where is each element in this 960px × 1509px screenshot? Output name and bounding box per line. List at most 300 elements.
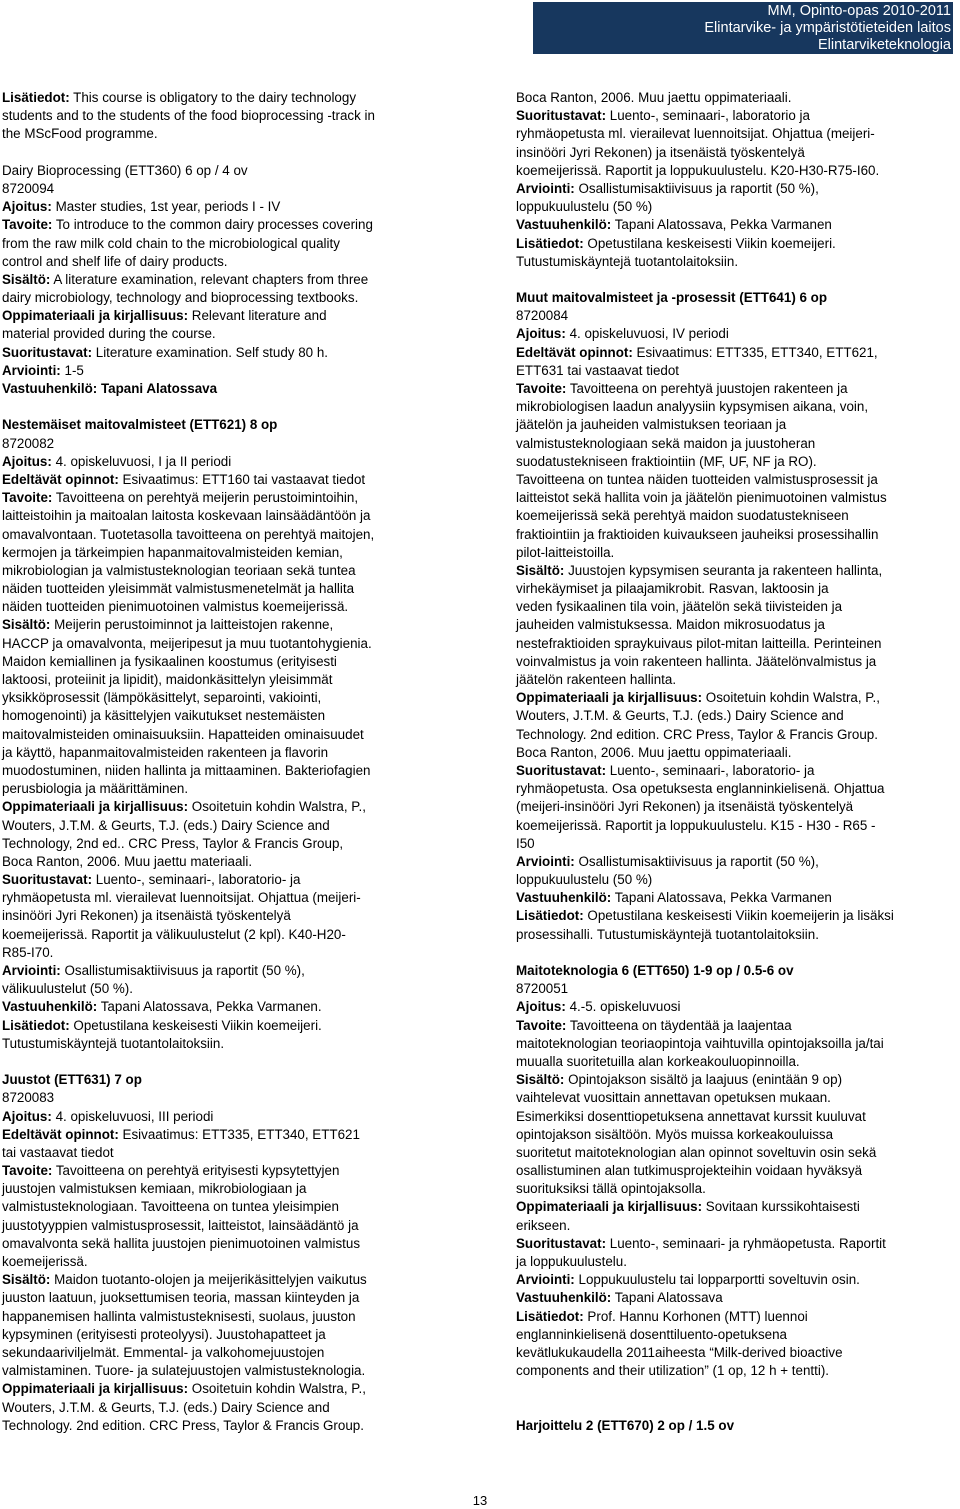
field-label: Ajoitus: xyxy=(516,326,566,342)
line-text: ryhmäopetusta ml. vierailevat luennoitsijat. Ohjattua (meijeri- xyxy=(2,890,361,906)
line-text: happanemisen hallinta valmistusteknisesti, suolaus, juuston xyxy=(2,1308,356,1324)
field-label: Oppimateriaali ja kirjallisuus: xyxy=(516,690,703,706)
text-line xyxy=(2,271,449,289)
field-label: Vastuuhenkilö: xyxy=(516,890,612,906)
field-label: Ajoitus: xyxy=(2,1108,52,1124)
text-line xyxy=(516,1326,956,1344)
field-label: Lisätiedot: xyxy=(516,908,584,924)
field-label: Edeltävät opinnot: xyxy=(2,1126,119,1142)
text-line xyxy=(516,144,956,162)
line-text: perusbiologia ja määrittäminen. xyxy=(2,781,189,797)
text-line xyxy=(2,726,449,744)
text-line xyxy=(516,635,956,653)
text-line xyxy=(516,780,956,798)
text-line xyxy=(516,817,956,835)
line-text: 4. opiskeluvuosi, I ja II periodi xyxy=(51,453,232,469)
text-line xyxy=(2,1253,449,1271)
text-line xyxy=(2,889,449,907)
line-text: maitovalmisteiden ominaisuuksiin. Hapatteiden ominaisuudet xyxy=(2,726,364,742)
text-line xyxy=(2,235,449,253)
line-text: 4.-5. opiskeluvuosi xyxy=(565,999,681,1015)
text-line xyxy=(516,380,956,398)
field-label: Arviointi: xyxy=(2,963,61,978)
text-line xyxy=(2,1380,449,1398)
line-text: Luento-, seminaari- ja ryhmäopetusta. Raportit xyxy=(606,1235,886,1251)
field-label: Suoritustavat: xyxy=(516,1235,607,1251)
text-line xyxy=(2,125,449,143)
text-line xyxy=(516,726,956,744)
text-line xyxy=(516,798,956,816)
line-text: Wouters, J.T.M. & Geurts, T.J. (eds.) Dairy Science and xyxy=(2,817,330,833)
text-line xyxy=(516,1126,956,1144)
text-line xyxy=(516,1198,956,1216)
line-text: valmistusteknologiaan. Tavoitteena on tuntea yleisimpien xyxy=(2,1199,339,1215)
field-label: Edeltävät opinnot: xyxy=(516,344,633,360)
text-line xyxy=(516,580,956,598)
line-text: koemeijerissä sekä perehtyä maidon suodatustekniseen xyxy=(516,508,849,524)
line-text: Loppukuulustelu tai lopparportti soveltuvin osin. xyxy=(574,1272,860,1288)
line-text: Relevant literature and xyxy=(188,308,327,324)
text-line xyxy=(516,1089,956,1107)
text-line xyxy=(516,362,956,380)
text-line xyxy=(2,871,449,889)
line-text: Sovitaan kurssikohtaisesti xyxy=(702,1199,860,1215)
line-text: Luento-, seminaari-, laboratorio- ja xyxy=(92,872,301,888)
text-line xyxy=(2,89,449,107)
text-line xyxy=(2,707,449,725)
line-text: ETT631 tai vastaavat tiedot xyxy=(516,362,680,378)
line-text: Master studies, 1st year, periods I - IV xyxy=(51,199,281,215)
field-label: Lisätiedot: xyxy=(516,235,584,251)
field-label: Ajoitus: xyxy=(2,453,52,469)
field-label: Oppimateriaali ja kirjallisuus: xyxy=(2,308,189,324)
line-text: dairy microbiology, technology and bioprocessing textbooks. xyxy=(2,290,359,306)
text-line xyxy=(516,889,956,907)
text-line xyxy=(2,198,449,216)
field-label: Maitoteknologia 6 (ETT650) 1-9 op / 0.5-6 ov xyxy=(516,963,794,978)
line-text: Luento-, seminaari-, laboratorio- ja xyxy=(606,762,815,778)
text-line xyxy=(516,344,956,362)
line-text: kypsyminen (erityisesti proteolyysi). Juustohapatteet ja xyxy=(2,1326,326,1342)
line-text: ryhmäopetusta ml. vierailevat luennoitsijat. Ohjattua (meijeri- xyxy=(516,126,875,142)
line-text: Technology. 2nd edition. CRC Press, Taylor & Francis Group. xyxy=(2,1417,364,1433)
page-number: 13 xyxy=(472,1493,488,1508)
line-text: prosessihalli. Tutustumiskäyntejä tuotantolaitoksiin. xyxy=(516,926,819,942)
line-text: opintojakson sisältöön. Myös muissa korkeakouluissa xyxy=(516,1126,834,1142)
text-line xyxy=(2,635,449,653)
line-text: Juustojen kypsymisen seuranta ja rakenteen hallinta, xyxy=(564,562,883,578)
field-label: Suoritustavat: xyxy=(2,872,93,888)
line-text: suorituksiksi tällä opintojaksolla. xyxy=(516,1181,706,1197)
text-line xyxy=(2,1217,449,1235)
text-line xyxy=(516,835,956,853)
paragraph-spacer xyxy=(516,944,956,962)
text-line xyxy=(516,125,956,143)
field-label: Suoritustavat: xyxy=(516,108,607,124)
line-text: 1-5 xyxy=(60,362,84,378)
text-line xyxy=(2,1271,449,1289)
line-text: insinööri Jyri Rekonen) ja itsenäistä työskentelyä xyxy=(516,144,805,160)
field-label: Suoritustavat: xyxy=(516,762,607,778)
text-line xyxy=(516,853,956,871)
text-line xyxy=(2,562,449,580)
line-text: Wouters, J.T.M. & Geurts, T.J. (eds.) Dairy Science and xyxy=(2,1399,330,1415)
text-line xyxy=(2,1017,449,1035)
line-text: yksikköprosessit (lämpökäsittelyt, separointi, vakiointi, xyxy=(2,690,322,706)
line-text: valmistaminen. Tuore- ja sulatejuustojen valmistusteknologia. xyxy=(2,1363,366,1379)
field-label: Edeltävät opinnot: xyxy=(2,471,119,487)
text-line xyxy=(2,780,449,798)
line-text: Tavoitteena on perehtyä juustojen rakenteen ja xyxy=(566,381,848,396)
text-line xyxy=(516,1362,956,1380)
line-text: 8720083 xyxy=(2,1090,55,1106)
line-text: ryhmäopetusta. Osa opetuksesta englanninkielisenä. Ohjattua xyxy=(516,781,885,797)
field-label: Arviointi: xyxy=(516,1272,575,1288)
text-line xyxy=(2,1108,449,1126)
text-line xyxy=(516,1144,956,1162)
text-line xyxy=(2,107,449,125)
field-label: Ajoitus: xyxy=(516,999,566,1015)
line-text: 8720094 xyxy=(2,180,55,196)
field-label: Sisältö: xyxy=(2,1272,51,1288)
line-text: Maidon tuotanto-olojen ja meijerikäsittelyjen vaikutus xyxy=(50,1272,367,1288)
text-line xyxy=(516,1308,956,1326)
document-header xyxy=(533,2,953,54)
text-line xyxy=(2,853,449,871)
text-line xyxy=(516,707,956,725)
line-text: suoritetut maitoteknologian alan opinnot soveltuvin osin sekä xyxy=(516,1144,877,1160)
line-text: Boca Ranton, 2006. Muu jaettu oppimateriaali. xyxy=(516,90,792,105)
text-line xyxy=(516,1053,956,1071)
right-column xyxy=(516,89,956,1435)
text-line xyxy=(516,180,956,198)
line-text: Luento-, seminaari-, laboratorio ja xyxy=(606,108,810,124)
line-text: Maidon kemiallinen ja fysikaalinen koostumus (erityisesti xyxy=(2,653,337,669)
line-text: loppukuulustelu (50 %) xyxy=(516,872,653,888)
header-line-department: Elintarvike- ja ympäristötieteiden laitos xyxy=(704,20,951,36)
field-label: Nestemäiset maitovalmisteet (ETT621) 8 op xyxy=(2,417,278,433)
text-line xyxy=(2,253,449,271)
text-line xyxy=(2,671,449,689)
line-text: Osoitetuin kohdin Walstra, P., xyxy=(188,799,366,815)
line-text: To introduce to the common dairy processes covering xyxy=(52,217,373,233)
text-line xyxy=(2,1399,449,1417)
line-text: Prof. Hannu Korhonen (MTT) luennoi xyxy=(583,1308,808,1324)
text-line xyxy=(516,198,956,216)
field-label: Tavoite: xyxy=(2,1163,53,1179)
line-text: Tutustumiskäyntejä tuotantolaitoksiin. xyxy=(2,1035,225,1051)
text-line xyxy=(516,1180,956,1198)
line-text: laitteistoihin ja maitoalan laitosta koskevaan lainsäädäntöön ja xyxy=(2,508,371,524)
line-text: muodostuminen, niiden hallinta ja mittaaminen. Bakteriofagien xyxy=(2,762,371,778)
line-text: voinvalmistus ja voin rakenteen hallinta. Jäätelönvalmistus ja xyxy=(516,653,877,669)
text-line xyxy=(2,435,449,453)
text-line xyxy=(2,580,449,598)
field-label: Muut maitovalmisteet ja -prosessit (ETT641) 6 op xyxy=(516,290,828,306)
line-text: Osallistumisaktiivisuus ja raportit (50 %), xyxy=(574,853,819,869)
line-text: erikseen. xyxy=(516,1217,571,1233)
line-text: Technology, 2nd ed.. CRC Press, Taylor & Francis Group, xyxy=(2,835,344,851)
line-text: Tapani Alatossava, Pekka Varmanen. xyxy=(97,999,322,1015)
line-text: Tapani Alatossava, Pekka Varmanen xyxy=(611,890,832,906)
text-line xyxy=(2,944,449,962)
text-line xyxy=(2,653,449,671)
line-text: Dairy Bioprocessing (ETT360) 6 op / 4 ov xyxy=(2,162,248,178)
text-line xyxy=(516,416,956,434)
line-text: HACCP ja omavalvonta, meijeripesut ja muu tuotantohygienia. xyxy=(2,635,372,651)
text-line xyxy=(516,1417,956,1435)
line-text: omavalvonta sekä hallita juustojen pienimuotoinen valmistus xyxy=(2,1235,361,1251)
line-text: R85-I70. xyxy=(2,944,54,960)
text-line xyxy=(2,1071,449,1089)
field-label: Suoritustavat: xyxy=(2,344,93,360)
line-text: material provided during the course. xyxy=(2,326,216,342)
field-label: Sisältö: xyxy=(516,1072,565,1088)
text-line xyxy=(516,471,956,489)
text-line xyxy=(2,744,449,762)
line-text: Esivaatimus: ETT335, ETT340, ETT621, xyxy=(632,344,878,360)
line-text: 4. opiskeluvuosi, IV periodi xyxy=(565,326,729,342)
line-text: Osallistumisaktiivisuus ja raportit (50 %), xyxy=(60,963,305,978)
line-text: jauheiden valmistuksessa. Maidon mikrosuodatus ja xyxy=(516,617,825,633)
line-text: Tavoitteena on perehtyä meijerin perustoimintoihin, xyxy=(52,490,359,506)
text-line xyxy=(2,362,449,380)
line-text: sekundaariviljelmät. Emmental- ja valkohomejuustojen xyxy=(2,1344,325,1360)
header-line-guide: MM, Opinto-opas 2010-2011 xyxy=(767,3,951,19)
text-line xyxy=(2,762,449,780)
line-text: näiden tuotteiden pienimuotoinen valmistus koemeijerissä. xyxy=(2,599,349,615)
field-label: Tavoite: xyxy=(516,381,567,396)
line-text: components and their utilization” (1 op, 12 h + tentti). xyxy=(516,1363,829,1379)
text-line xyxy=(516,1108,956,1126)
text-line xyxy=(516,1344,956,1362)
field-label: Arviointi: xyxy=(516,180,575,196)
line-text: kermojen ja tärkeimpien hapanmaitovalmisteiden kemian, xyxy=(2,544,343,560)
text-line xyxy=(516,325,956,343)
text-line xyxy=(2,325,449,343)
line-text: Meijerin perustoiminnot ja laitteistojen rakenne, xyxy=(50,617,334,633)
line-text: koemeijerissä. xyxy=(2,1254,88,1269)
line-text: Opintojakson sisältö ja laajuus (enintään 9 op) xyxy=(564,1072,843,1088)
line-text: Esivaatimus: ETT335, ETT340, ETT621 xyxy=(118,1126,360,1142)
text-line xyxy=(2,1289,449,1307)
field-label: Vastuuhenkilö: Tapani Alatossava xyxy=(2,381,218,396)
field-label: Lisätiedot: xyxy=(2,1017,70,1033)
line-text: Opetustilana keskeisesti Viikin koemeijeri. xyxy=(583,235,836,251)
line-text: laitteistot sekä hallita voin ja jäätelön pienimuotoinen valmistus xyxy=(516,490,887,506)
text-line xyxy=(516,1071,956,1089)
text-line xyxy=(516,1271,956,1289)
text-line xyxy=(2,307,449,325)
text-line xyxy=(516,653,956,671)
text-line xyxy=(516,598,956,616)
field-label: Sisältö: xyxy=(2,271,51,287)
paragraph-spacer xyxy=(516,271,956,289)
text-line xyxy=(516,616,956,634)
line-text: Tavoitteena on perehtyä erityisesti kypsytettyjen xyxy=(52,1163,340,1179)
paragraph-spacer xyxy=(2,144,449,162)
text-line xyxy=(2,380,449,398)
text-line xyxy=(516,762,956,780)
text-line xyxy=(2,471,449,489)
line-text: laktoosi, proteiinit ja lipidit), maidonkäsittelyn yleisimmät xyxy=(2,672,333,687)
line-text: mikrobiologian ja valmistusteknologian teoriaan sekä tuntea xyxy=(2,562,356,578)
text-line xyxy=(2,289,449,307)
text-line xyxy=(2,1162,449,1180)
line-text: nestefraktioiden spraykuivaus pilot-mitan laitteilla. Perinteinen xyxy=(516,635,882,651)
text-line xyxy=(516,1217,956,1235)
line-text: koemeijerissä. Raportit ja loppukuulustelu. K20-H30-R75-I60. xyxy=(516,162,880,178)
text-line xyxy=(516,398,956,416)
text-line xyxy=(2,835,449,853)
paragraph-spacer xyxy=(2,1053,449,1071)
text-line xyxy=(516,107,956,125)
field-label: Vastuuhenkilö: xyxy=(2,999,98,1015)
text-line xyxy=(2,1035,449,1053)
field-label: Arviointi: xyxy=(516,853,575,869)
text-line xyxy=(2,526,449,544)
line-text: Wouters, J.T.M. & Geurts, T.J. (eds.) Dairy Science and xyxy=(516,708,844,724)
line-text: välikuulustelut (50 %). xyxy=(2,981,133,997)
text-line xyxy=(2,1089,449,1107)
line-text: Opetustilana keskeisesti Viikin koemeijeri. xyxy=(69,1017,322,1033)
line-text: maitoteknologian teoriaopintoja vaihtuvilla opintojaksoilla ja/tai xyxy=(516,1035,884,1051)
text-line xyxy=(2,598,449,616)
header-line-subject: Elintarviketeknologia xyxy=(818,37,951,53)
text-line xyxy=(2,980,449,998)
line-text: loppukuulustelu (50 %) xyxy=(516,199,653,215)
line-text: fraktiointiin ja fraktioiden kuivaukseen jauheiksi prosessihallin xyxy=(516,526,879,542)
line-text: 4. opiskeluvuosi, III periodi xyxy=(51,1108,214,1124)
text-line xyxy=(2,926,449,944)
text-line xyxy=(2,1308,449,1326)
field-label: Lisätiedot: xyxy=(516,1308,584,1324)
line-text: näiden tuotteiden yleisimmät valmistusmenetelmät ja hallita xyxy=(2,581,355,597)
line-text: mikrobiologisen laadun analyysiin kypsymisen aikana, voin, xyxy=(516,399,869,415)
text-line xyxy=(2,962,449,980)
text-line xyxy=(2,453,449,471)
field-label: Tavoite: xyxy=(516,1017,567,1033)
line-text: englanninkielisenä dosenttiluento-opetuksena xyxy=(516,1326,787,1342)
text-line xyxy=(2,489,449,507)
text-line xyxy=(516,544,956,562)
text-line xyxy=(516,689,956,707)
text-line xyxy=(516,907,956,925)
line-text: juustojen valmistuksen kemiaan, mikrobiologiaan ja xyxy=(2,1181,307,1197)
text-line xyxy=(516,526,956,544)
text-line xyxy=(2,998,449,1016)
line-text: Esimerkiksi dosenttiopetuksena annettavat kurssit kuuluvat xyxy=(516,1108,866,1124)
line-text: Boca Ranton, 2006. Muu jaettu materiaali. xyxy=(2,853,253,869)
text-line xyxy=(2,907,449,925)
text-line xyxy=(516,289,956,307)
text-line xyxy=(516,998,956,1016)
line-text: homogenointi) ja käsittelyjen vaikutukset nestemäisten xyxy=(2,708,326,724)
line-text: Literature examination. Self study 80 h. xyxy=(92,344,328,360)
text-line xyxy=(2,1362,449,1380)
line-text: pilot-laitteistoilla. xyxy=(516,544,615,560)
line-text: koemeijerissä. Raportit ja loppukuulustelu. K15 - H30 - R65 - xyxy=(516,817,876,833)
paragraph-spacer xyxy=(2,398,449,416)
text-line xyxy=(516,162,956,180)
line-text: 8720082 xyxy=(2,435,55,451)
field-label: Tavoite: xyxy=(2,217,53,233)
field-label: Juustot (ETT631) 7 op xyxy=(2,1072,142,1088)
line-text: juuston laatuun, juoksettumisen teoria, massan kiinteyden ja xyxy=(2,1290,360,1306)
line-text: virhekäymiset ja pilaajamikrobit. Rasvan, laktoosin ja xyxy=(516,581,829,597)
field-label: Harjoittelu 2 (ETT670) 2 op / 1.5 ov xyxy=(516,1417,735,1433)
line-text: Osallistumisaktiivisuus ja raportit (50 %), xyxy=(574,180,819,196)
line-text: tai vastaavat tiedot xyxy=(2,1144,114,1160)
text-line xyxy=(516,1017,956,1035)
text-line xyxy=(2,344,449,362)
field-label: Ajoitus: xyxy=(2,199,52,215)
text-line xyxy=(2,1235,449,1253)
text-line xyxy=(2,689,449,707)
text-line xyxy=(2,817,449,835)
text-line xyxy=(516,562,956,580)
line-text: students and to the students of the food bioprocessing -track in xyxy=(2,108,375,124)
line-text: osallistuminen alan tutkimusprojekteihin voidaan hyväksyä xyxy=(516,1163,863,1179)
text-line xyxy=(516,1235,956,1253)
field-label: Tavoite: xyxy=(2,490,53,506)
line-text: Tapani Alatossava, Pekka Varmanen xyxy=(611,217,832,233)
text-line xyxy=(2,416,449,434)
text-line xyxy=(516,1289,956,1307)
text-line xyxy=(516,507,956,525)
paragraph-spacer xyxy=(516,1380,956,1416)
line-text: jäätelön ja jauheiden valmistuksen teoriaan ja xyxy=(516,417,787,433)
line-text: valmistusteknologiaan sekä maidon ja juustoheran xyxy=(516,435,816,451)
text-line xyxy=(2,798,449,816)
text-line xyxy=(2,1417,449,1435)
line-text: veden fysikaalinen tila voin, jäätelön sekä tiivisteiden ja xyxy=(516,599,843,615)
text-line xyxy=(516,435,956,453)
text-line xyxy=(516,871,956,889)
text-line xyxy=(516,216,956,234)
line-text: 8720051 xyxy=(516,981,569,997)
field-label: Sisältö: xyxy=(2,617,51,633)
line-text: Technology. 2nd edition. CRC Press, Taylor & Francis Group. xyxy=(516,726,878,742)
line-text: juustotyyppien valmistusprosessit, laitteistot, lainsäädäntö ja xyxy=(2,1217,359,1233)
line-text: Tutustumiskäyntejä tuotantolaitoksiin. xyxy=(516,253,739,269)
text-line xyxy=(516,89,956,107)
text-line xyxy=(2,1144,449,1162)
line-text: Opetustilana keskeisesti Viikin koemeijerin ja lisäksi xyxy=(583,908,894,924)
line-text: the MScFood programme. xyxy=(2,126,158,142)
text-line xyxy=(516,453,956,471)
text-line xyxy=(516,1253,956,1271)
line-text: vaihtelevat vuosittain annettavan opetuksen mukaan. xyxy=(516,1090,831,1106)
field-label: Oppimateriaali ja kirjallisuus: xyxy=(2,799,189,815)
line-text: Tapani Alatossava xyxy=(611,1290,723,1306)
line-text: Osoitetuin kohdin Walstra, P., xyxy=(702,690,880,706)
line-text: omavalvontaan. Tuotetasolla tavoitteena on perehtyä maitojen, xyxy=(2,526,375,542)
line-text: kevätlukukaudella 2011aiheesta “Milk-derived bioactive xyxy=(516,1344,843,1360)
line-text: control and shelf life of dairy products. xyxy=(2,253,228,269)
text-line xyxy=(516,489,956,507)
line-text: ja käyttö, hapanmaitovalmisteiden rakenteen ja flavorin xyxy=(2,744,329,760)
text-line xyxy=(2,507,449,525)
field-label: Vastuuhenkilö: xyxy=(516,217,612,233)
line-text: Boca Ranton, 2006. Muu jaettu oppimateriaali. xyxy=(516,744,792,760)
line-text: (meijeri-insinööri Jyri Rekonen) ja itsenäistä työskentelyä xyxy=(516,799,854,815)
text-line xyxy=(516,744,956,762)
line-text: Esivaatimus: ETT160 tai vastaavat tiedot xyxy=(118,471,366,487)
text-line xyxy=(2,1198,449,1216)
line-text: muualla suoritetuilla alan korkeakouluopinnoilla. xyxy=(516,1053,800,1069)
line-text: suodatustekniseen fraktiointiin (MF, UF, NF ja RO). xyxy=(516,453,817,469)
